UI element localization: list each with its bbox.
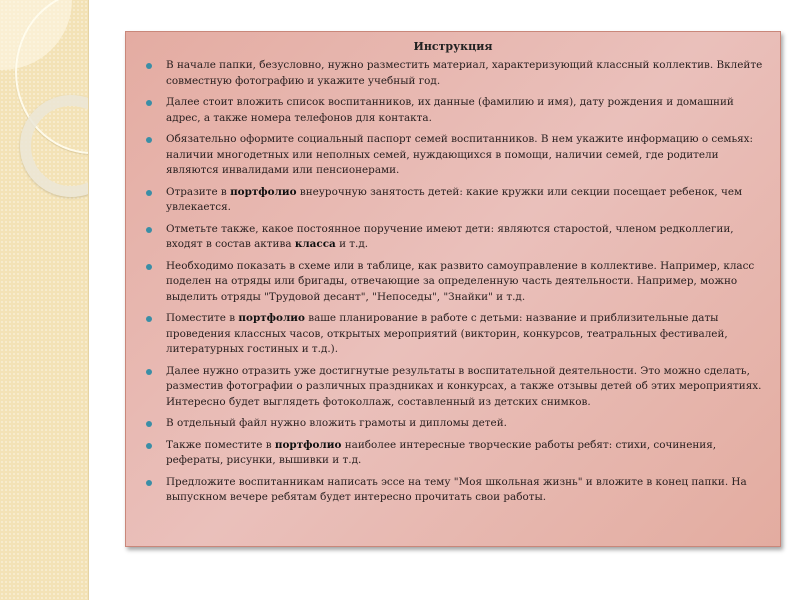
bullet-icon — [146, 264, 152, 270]
instruction-card — [125, 31, 781, 547]
decorative-side-strip — [0, 0, 89, 600]
instruction-list — [146, 58, 770, 512]
item-text: Необходимо показать в схеме или в таблице, как развито самоуправление в коллективе. Например, класс поделен на отряды или бригады, отвечающие за определенную часть деятельности. Например, можно выделить отряды "Трудовой десант", "Непоседы", "Знайки" и т.д. — [166, 259, 755, 303]
bullet-icon — [146, 443, 152, 449]
item-text: Предложите воспитанникам написать эссе на тему "Моя школьная жизнь" и вложите в конец папки. На выпускном вечере ребятам будет интересно прочитать свои работы. — [166, 475, 747, 503]
bullet-icon — [146, 369, 152, 375]
list-item — [146, 222, 770, 253]
item-text: В отдельный файл нужно вложить грамоты и дипломы детей. — [166, 417, 507, 429]
bullet-icon — [146, 190, 152, 196]
item-text: Отметьте также, какое постоянное поручение имеют дети: являются старостой, членом редколлегии, входят в состав актива — [166, 222, 734, 250]
emphasized-text: портфолио — [274, 438, 342, 451]
item-text: внеурочную занятость детей: какие кружки или секции посещает ребенок, чем увлекается. — [166, 185, 743, 213]
list-item — [146, 416, 770, 432]
emphasized-text: портфолио — [230, 185, 297, 198]
list-item — [146, 58, 770, 89]
list-item — [146, 259, 770, 306]
list-item — [146, 475, 770, 506]
item-text: Также поместите в — [166, 438, 275, 451]
item-text: ваше планирование в работе с детьми: название и приблизительные даты проведения классных часов, открытых мероприятий (викторин, конкурсов, театральных фестивалей, литературных гостиных и т.д.). — [166, 312, 728, 355]
bullet-icon — [146, 421, 152, 427]
list-item — [146, 132, 770, 179]
item-text: Поместите в — [166, 312, 239, 324]
bullet-icon — [146, 227, 152, 233]
list-item — [146, 311, 770, 358]
item-text: Далее нужно отразить уже достигнутые результаты в воспитательной деятельности. Это можно сделать, разместив фотографии о различных праздниках и конкурсах, а также отзывы детей об этих мероприятиях. Интересно будет выглядеть фотоколлаж, составленный из детских снимков. — [166, 364, 762, 408]
emphasized-text: класса — [294, 238, 336, 250]
list-item — [146, 364, 770, 411]
list-item — [146, 438, 770, 469]
item-text: Отразите в — [166, 185, 231, 198]
bullet-icon — [146, 316, 152, 322]
bullet-icon — [146, 137, 152, 143]
emphasized-text: портфолио — [238, 312, 305, 324]
item-text: Обязательно оформите социальный паспорт семей воспитанников. В нем укажите информацию о семьях: наличии многодетных или неполных семей, нуждающихся в помощи, наличии семей, где родители являются инвалидами или пенсионерами. — [166, 133, 754, 176]
list-item — [146, 185, 770, 216]
item-text: В начале папки, безусловно, нужно разместить материал, характеризующий классный коллектив. Вклейте совместную фотографию и укажите учебный год. — [166, 59, 763, 87]
slide-title: Инструкция — [413, 40, 493, 53]
bullet-icon — [146, 63, 152, 69]
item-text: наиболее интересные творческие работы ребят: стихи, сочинения, рефераты, рисунки, вышивки и т.д. — [166, 438, 717, 466]
bullet-icon — [146, 100, 152, 106]
bullet-icon — [146, 480, 152, 486]
list-item — [146, 95, 770, 126]
item-text: и т.д. — [335, 238, 369, 250]
item-text: Далее стоит вложить список воспитанников, их данные (фамилию и имя), дату рождения и домашний адрес, а также номера телефонов для контакта. — [166, 96, 734, 124]
